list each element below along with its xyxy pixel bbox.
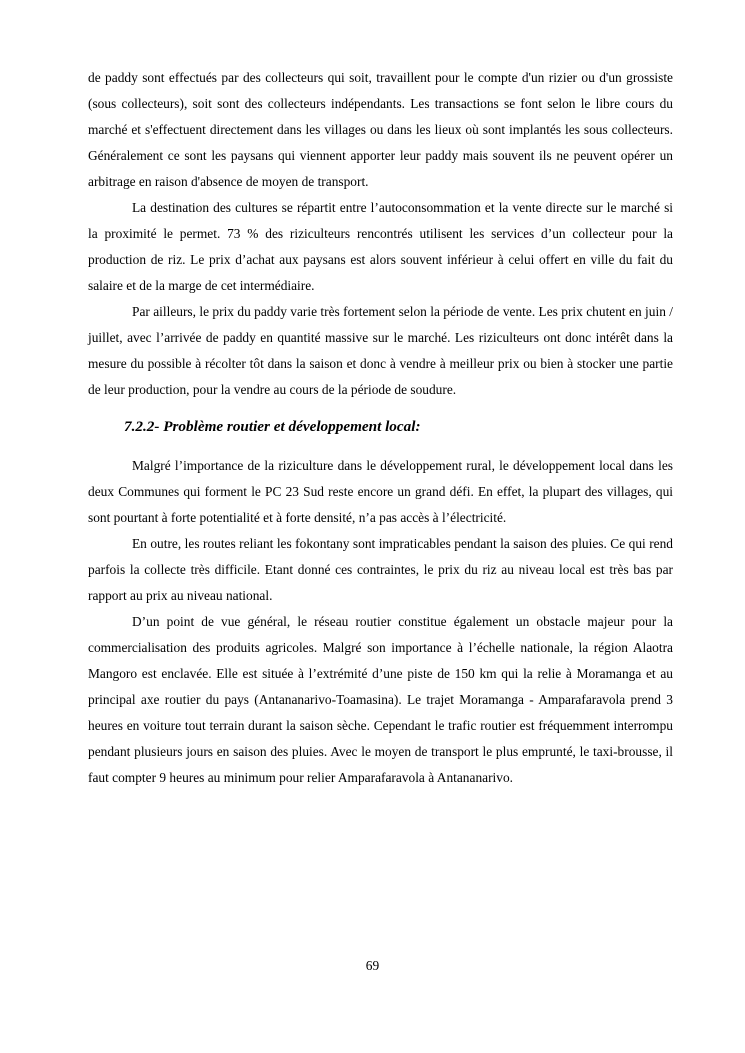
paragraph-road-network: D’un point de vue général, le réseau routier constitue également un obstacle majeur pour la commercialisation des produits agricoles. Malgré son importance à l’échelle nationale, la région Alaotra Mangoro est enclavée. Elle est située à l’extrémité d’une piste de 150 km qui la relie à Moramanga et au principal axe routier du pays (Antananarivo-Toamasina). Le trajet Moramanga - Amparafaravola prend 3 heures en voiture tout terrain durant la saison sèche. Cependant le trafic routier est fréquemment interrompu pendant plusieurs jours en saison des pluies. Avec le moyen de transport le plus emprunté, le taxi-brousse, il faut compter 9 heures au minimum pour relier Amparafaravola à Antananarivo.	[88, 614, 673, 785]
paragraph-impassable-roads: En outre, les routes reliant les fokontany sont impraticables pendant la saison des pluies. Ce qui rend parfois la collecte très difficile. Etant donné ces contraintes, le prix du riz au niveau local est très bas par rapport au prix au niveau national.	[88, 536, 673, 603]
paragraph-local-development: Malgré l’importance de la riziculture dans le développement rural, le développement local dans les deux Communes qui forment le PC 23 Sud reste encore un grand défi. En effet, la plupart des villages, qui sont pourtant à forte potentialité et à forte densité, n’a pas accès à l’électricité.	[88, 458, 673, 525]
section-heading: 7.2.2- Problème routier et développement local:	[124, 418, 421, 435]
paragraph-paddy-price: Par ailleurs, le prix du paddy varie très fortement selon la période de vente. Les prix chutent en juin / juillet, avec l’arrivée de paddy en quantité massive sur le marché. Les riziculteurs ont donc intérêt dans la mesure du possible à récolter tôt dans la saison et donc à vendre à meilleur prix ou bien à stocker une partie de leur production, pour la vendre au cours de la période de soudure.	[88, 304, 673, 397]
page-number: 69	[365, 958, 380, 973]
paragraph-crop-destination: La destination des cultures se répartit entre l’autoconsommation et la vente directe sur le marché si la proximité le permet. 73 % des riziculteurs rencontrés utilisent les services d’un collecteur pour la production de riz. Le prix d’achat aux paysans est alors souvent inférieur à celui offert en ville du fait du salaire et de la marge de cet intermédiaire.	[88, 200, 673, 293]
paragraph-paddy-collectors: de paddy sont effectués par des collecteurs qui soit, travaillent pour le compte d'un rizier ou d'un grossiste (sous collecteurs), soit sont des collecteurs indépendants. Les transactions se font selon le libre cours du marché et s'effectuent directement dans les villages ou dans les lieux où sont implantés les sous collecteurs. Généralement ce sont les paysans qui viennent apporter leur paddy mais souvent ils ne peuvent opérer un arbitrage en raison d'absence de moyen de transport.	[88, 70, 673, 189]
document-page	[88, 65, 673, 791]
